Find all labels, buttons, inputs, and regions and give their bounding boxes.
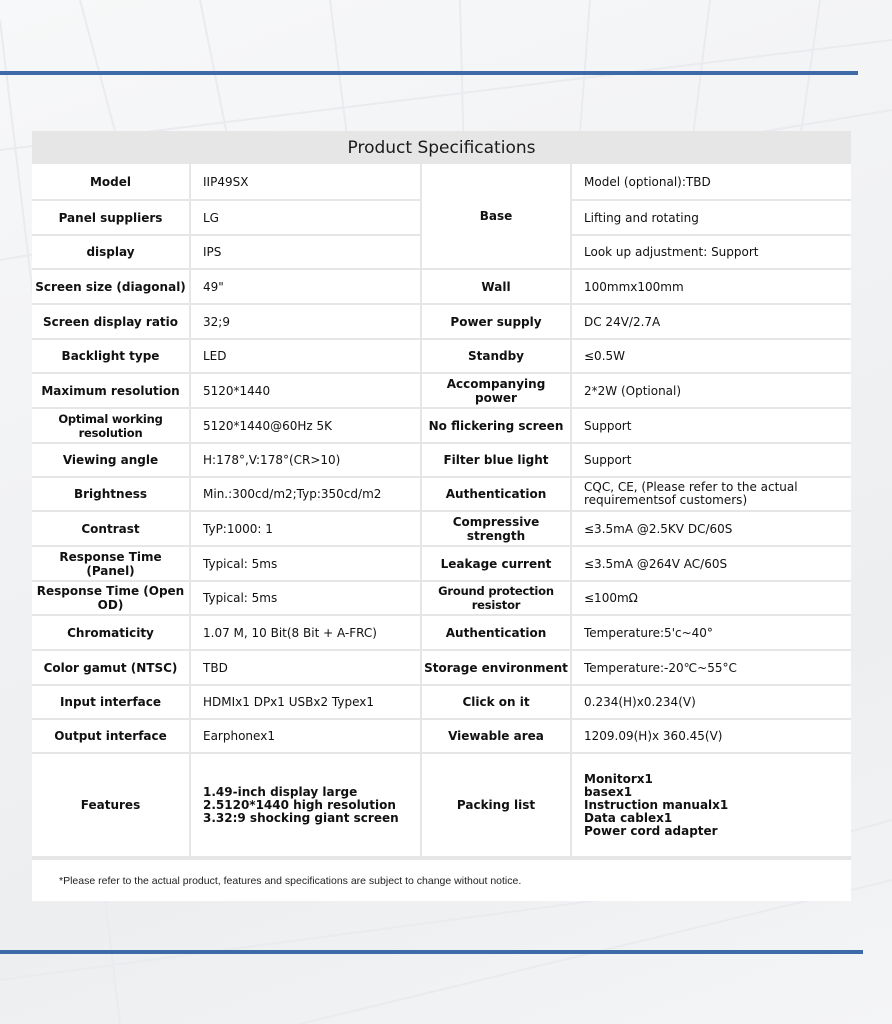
feature-line: 2.5120*1440 high resolution xyxy=(203,797,396,812)
table-row xyxy=(32,581,851,615)
spec-label: Response Time (Open OD) xyxy=(32,581,190,615)
table-row xyxy=(32,511,851,546)
spec-value: Look up adjustment: Support xyxy=(571,235,851,269)
table-row xyxy=(32,408,851,443)
spec-value: LED xyxy=(190,339,421,373)
spec-value: Min.:300cd/m2;Typ:350cd/m2 xyxy=(190,477,421,511)
spec-value: 0.234(H)x0.234(V) xyxy=(571,685,851,719)
spec-label: Authentication xyxy=(421,477,571,511)
spec-label: Power supply xyxy=(421,304,571,339)
spec-label: Maximum resolution xyxy=(32,373,190,408)
spec-value: ≤0.5W xyxy=(571,339,851,373)
spec-label: Accompanying power xyxy=(421,373,571,408)
spec-label: Base xyxy=(421,164,571,269)
spec-value: ≤3.5mA @264V AC/60S xyxy=(571,546,851,581)
page-title: Product Specifications xyxy=(32,131,851,164)
spec-value: Typical: 5ms xyxy=(190,546,421,581)
spec-value: H:178°,V:178°(CR>10) xyxy=(190,443,421,477)
spec-value: IIP49SX xyxy=(190,164,421,200)
spec-label: display xyxy=(32,235,190,269)
spec-value: 1.07 M, 10 Bit(8 Bit + A-FRC) xyxy=(190,615,421,650)
spec-value: ≤3.5mA @2.5KV DC/60S xyxy=(571,511,851,546)
table-row xyxy=(32,477,851,511)
table-row xyxy=(32,719,851,753)
spec-label: Ground protection resistor xyxy=(421,581,571,615)
spec-value: Lifting and rotating xyxy=(571,200,851,235)
table-row xyxy=(32,650,851,685)
spec-label: Click on it xyxy=(421,685,571,719)
spec-value: Model (optional):TBD xyxy=(571,164,851,200)
spec-value: 32;9 xyxy=(190,304,421,339)
spec-label: Compressive strength xyxy=(421,511,571,546)
spec-value: LG xyxy=(190,200,421,235)
spec-value: TyP:1000: 1 xyxy=(190,511,421,546)
spec-value: HDMIx1 DPx1 USBx2 Typex1 xyxy=(190,685,421,719)
top-accent-rule xyxy=(0,71,858,75)
spec-label: No flickering screen xyxy=(421,408,571,443)
spec-label: Packing list xyxy=(421,753,571,857)
packing-list xyxy=(571,753,851,857)
spec-label: Features xyxy=(32,753,190,857)
spec-value: 5120*1440@60Hz 5K xyxy=(190,408,421,443)
spec-value: Typical: 5ms xyxy=(190,581,421,615)
spec-value: Temperature:5'c~40° xyxy=(571,615,851,650)
spec-label: Viewable area xyxy=(421,719,571,753)
spec-value: Earphonex1 xyxy=(190,719,421,753)
features-list xyxy=(190,753,421,857)
spec-label: Leakage current xyxy=(421,546,571,581)
spec-value: Temperature:-20℃~55°C xyxy=(571,650,851,685)
spec-label: Color gamut (NTSC) xyxy=(32,650,190,685)
spec-label: Storage environment xyxy=(421,650,571,685)
spec-label: Chromaticity xyxy=(32,615,190,650)
spec-label: Model xyxy=(32,164,190,200)
spec-label: Authentication xyxy=(421,615,571,650)
spec-label: Backlight type xyxy=(32,339,190,373)
table-row xyxy=(32,685,851,719)
spec-label: Contrast xyxy=(32,511,190,546)
table-row xyxy=(32,443,851,477)
table-row xyxy=(32,164,851,200)
spec-value: 1209.09(H)x 360.45(V) xyxy=(571,719,851,753)
bottom-accent-rule xyxy=(0,950,863,954)
spec-value: ≤100mΩ xyxy=(571,581,851,615)
spec-label: Input interface xyxy=(32,685,190,719)
spec-value: 2*2W (Optional) xyxy=(571,373,851,408)
spec-value: 49" xyxy=(190,269,421,304)
spec-value: Support xyxy=(571,443,851,477)
spec-label: Optimal working resolution xyxy=(32,408,190,443)
packing-item: Power cord adapter xyxy=(584,823,718,838)
spec-label: Screen display ratio xyxy=(32,304,190,339)
spec-label: Output interface xyxy=(32,719,190,753)
table-row xyxy=(32,269,851,304)
spec-label: Screen size (diagonal) xyxy=(32,269,190,304)
spec-value: 5120*1440 xyxy=(190,373,421,408)
spec-table xyxy=(32,164,851,858)
packing-item: basex1 xyxy=(584,784,633,799)
feature-line: 1.49-inch display large xyxy=(203,784,358,799)
spec-value: CQC, CE, (Please refer to the actual requirementsof customers) xyxy=(571,477,851,511)
spec-value: Support xyxy=(571,408,851,443)
packing-item: Data cablex1 xyxy=(584,810,673,825)
feature-line: 3.32:9 shocking giant screen xyxy=(203,810,399,825)
spec-label: Brightness xyxy=(32,477,190,511)
disclaimer-note: *Please refer to the actual product, features and specifications are subject to change without notice. xyxy=(32,858,851,901)
spec-value: 100mmx100mm xyxy=(571,269,851,304)
spec-label: Viewing angle xyxy=(32,443,190,477)
spec-value: IPS xyxy=(190,235,421,269)
spec-value: TBD xyxy=(190,650,421,685)
spec-value: DC 24V/2.7A xyxy=(571,304,851,339)
spec-label: Wall xyxy=(421,269,571,304)
packing-item: Monitorx1 xyxy=(584,771,653,786)
packing-item: Instruction manualx1 xyxy=(584,797,729,812)
table-row xyxy=(32,339,851,373)
table-row xyxy=(32,753,851,857)
table-row xyxy=(32,373,851,408)
table-row xyxy=(32,304,851,339)
spec-label: Panel suppliers xyxy=(32,200,190,235)
table-row xyxy=(32,546,851,581)
spec-label: Filter blue light xyxy=(421,443,571,477)
spec-sheet xyxy=(32,131,851,901)
table-row xyxy=(32,615,851,650)
spec-label: Response Time (Panel) xyxy=(32,546,190,581)
spec-label: Standby xyxy=(421,339,571,373)
